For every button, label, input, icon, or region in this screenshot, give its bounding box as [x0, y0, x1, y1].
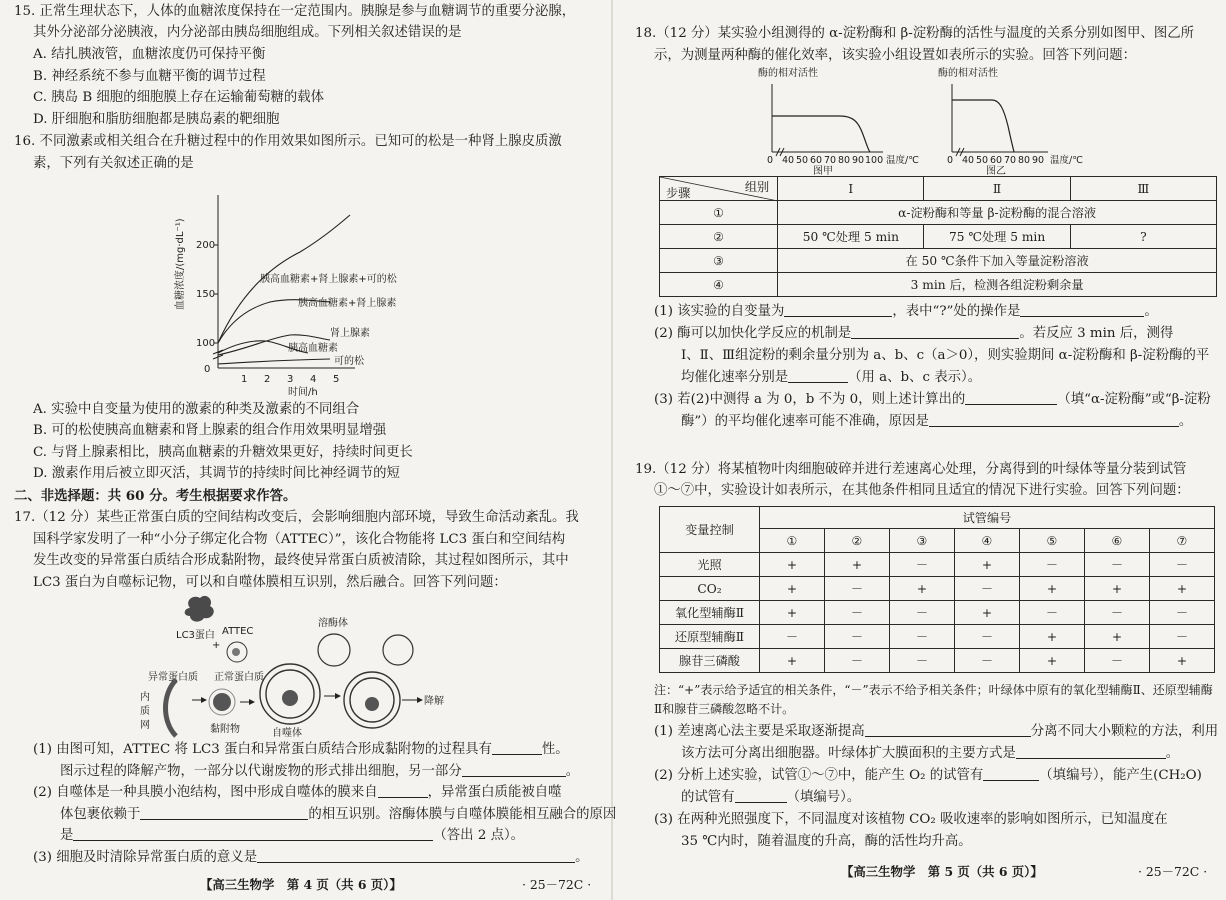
t18-group-ii: Ⅱ — [924, 177, 1070, 201]
q15-option-a: A. 结扎胰液管，血糖浓度仍可保持平衡 — [33, 47, 266, 62]
t19-cell: － — [890, 625, 955, 649]
graph16-xtick-3: 3 — [287, 374, 294, 385]
t19-cell: + — [1150, 577, 1215, 601]
q17-stem-line4: LC3 蛋白为自噬标记物，可以和自噬体膜相互识别，然后融合。回答下列问题： — [33, 575, 507, 590]
q19-part2-line1 — [654, 766, 1202, 786]
q17-part2-line3 — [60, 826, 524, 846]
t19-cell: + — [825, 553, 890, 577]
t18-row-3 — [660, 249, 1217, 273]
q16-option-b: B. 可的松使胰高血糖素和肾上腺素的组合作用效果明显增强 — [33, 423, 387, 438]
attec-core — [232, 648, 240, 656]
q18-blank-2[interactable] — [1020, 303, 1144, 317]
t18-row1-content: α-淀粉酶和等量 β-淀粉酶的混合溶液 — [778, 201, 1217, 225]
yi-tick-50: 50 — [976, 155, 989, 166]
q19-part3-line1: (3) 在两种光照强度下，不同温度对该植物 CO₂ 吸收速率的影响如图所示，已知温度在 — [654, 812, 1168, 827]
t18-header-step: 步骤 — [666, 186, 691, 200]
t19-cell: － — [1085, 601, 1150, 625]
t19-cell: － — [825, 649, 890, 673]
t19-cell: － — [890, 553, 955, 577]
t18-group-i: Ⅰ — [778, 177, 924, 201]
q19-p1b: 该方法可分离出细胞器。叶绿体扩大膜面积的主要方式是 — [681, 746, 1016, 761]
jia-tick-50: 50 — [796, 155, 809, 166]
q18-p3b: 酶”）的平均催化速率可能不准确，原因是 — [681, 414, 929, 429]
t19-cell: － — [760, 625, 825, 649]
q15-stem-line2: 其外分泌部分泌胰液，内分泌部由胰岛细胞组成。下列相关叙述错误的是 — [33, 25, 462, 40]
t18-step-4: ④ — [660, 273, 778, 297]
t18-group-iii: Ⅲ — [1070, 177, 1216, 201]
t19-header-row — [660, 507, 1215, 529]
q19-p2a: (2) 分析上述实验，试管①～⑦中，能产生 O₂ 的试管有 — [654, 768, 984, 783]
t19-cell: － — [1020, 601, 1085, 625]
q17-p2c-end: （答出 2 点）。 — [433, 828, 525, 843]
graph16-xtick-5: 5 — [333, 374, 340, 385]
t18-step-2: ② — [660, 225, 778, 249]
q18-p2c-end: （用 a、b、c 表示）。 — [848, 370, 982, 385]
adhesion-label: 黏附物 — [210, 724, 240, 735]
q17-blank-2[interactable] — [462, 763, 566, 777]
jia-ylabel: 酶的相对活性 — [758, 68, 818, 79]
t18-row3-content: 在 50 ℃条件下加入等量淀粉溶液 — [778, 249, 1217, 273]
yi-tick-70: 70 — [1004, 155, 1017, 166]
curve-cortisone — [218, 359, 330, 364]
q18-p3a: (3) 若(2)中测得 a 为 0，b 不为 0，则上述计算出的 — [654, 392, 966, 407]
t18-header-group: 组别 — [744, 180, 770, 194]
t19-row-co2 — [660, 577, 1215, 601]
yi-activity-curve — [952, 100, 1014, 152]
jia-xlabel: 温度/℃ — [886, 155, 919, 166]
t19-cell: － — [890, 649, 955, 673]
fig-jia-alpha-amylase — [758, 64, 933, 177]
attec-label: ATTEC — [222, 626, 254, 637]
yi-tick-90: 90 — [1032, 155, 1045, 166]
q16-stem-line1: 16. 不同激素或相关组合在升糖过程中的作用效果如图所示。已知可的松是一种肾上腺皮质激 — [14, 134, 562, 149]
jia-tick-100: 100 — [865, 155, 884, 166]
q18-p1-end: 。 — [1144, 304, 1158, 319]
q18-p2a: (2) 酶可以加快化学反应的机制是 — [654, 326, 852, 341]
q17-blank-1[interactable] — [492, 741, 542, 755]
q16-option-c: C. 与肾上腺素相比，胰高血糖素的升糖效果更好，持续时间更长 — [33, 445, 413, 460]
graph16-xtick-2: 2 — [264, 374, 271, 385]
t19-cell: + — [1085, 577, 1150, 601]
lc3-protein-blob — [185, 596, 214, 622]
q15-stem-line1: 15. 正常生理状态下，人体的血糖浓度保持在一定范围内。胰腺是参与血糖调节的重要分泌腺， — [14, 4, 576, 19]
q17-stem-line1: 17.（12 分）某些正常蛋白质的空间结构改变后，会影响细胞内部环境，导致生命活动紊乱。我 — [14, 510, 579, 525]
t19-cell: + — [1020, 649, 1085, 673]
q17-p1b: 图示过程的降解产物，一部分以代谢废物的形式排出细胞，另一部分 — [60, 764, 462, 779]
t19-row-label: 氧化型辅酶Ⅱ — [660, 601, 760, 625]
q17-stem-line3: 发生改变的异常蛋白质结合形成黏附物，最终使异常蛋白质被清除，其过程如图所示，其中 — [33, 553, 569, 568]
yi-xlabel: 温度/℃ — [1050, 155, 1083, 166]
jia-tick-80: 80 — [838, 155, 851, 166]
q19-p1a-end: 分离不同大小颗粒的方法，利用 — [1030, 724, 1219, 739]
q17-attec-degradation-figure — [140, 590, 470, 738]
q19-stem-line2: ①～⑦中，实验设计如表所示，在其他条件相同且适宜的情况下进行实验。回答下列问题： — [654, 483, 1190, 498]
fig-yi-beta-amylase — [938, 64, 1098, 177]
t18-row-2 — [660, 225, 1217, 249]
q17-p1a-end: 性。 — [541, 742, 569, 757]
graph16-xlabel: 时间/h — [288, 387, 318, 398]
q18-part2-line3 — [681, 368, 981, 388]
t19-row-nadph — [660, 625, 1215, 649]
q17-p2a-mid: ，异常蛋白质能被自噬 — [427, 785, 562, 800]
q17-blank-3[interactable] — [378, 784, 428, 798]
q19-blank-2[interactable] — [1016, 745, 1166, 759]
q17-part3 — [33, 848, 588, 868]
footer-page-5-code: · 25－72C · — [1138, 864, 1208, 879]
autophagosome-label: 自噬体 — [272, 728, 302, 739]
q17-p2b-end: 的相互识别。溶酶体膜与自噬体膜能相互融合的原因 — [308, 807, 617, 822]
q19-blank-4[interactable] — [735, 789, 787, 803]
t19-cell: － — [1020, 553, 1085, 577]
q17-part2-line1 — [33, 783, 562, 803]
q17-p3: (3) 细胞及时清除异常蛋白质的意义是 — [33, 850, 258, 865]
q18-blank-1[interactable] — [784, 303, 892, 317]
t19-cell: － — [955, 649, 1020, 673]
autophagosome-cargo — [282, 690, 298, 706]
t19-cell: + — [1085, 625, 1150, 649]
jia-tick-40: 40 — [782, 155, 795, 166]
t19-cell: － — [825, 601, 890, 625]
label-triple-combination: 胰高血糖素+肾上腺素+可的松 — [260, 274, 397, 285]
q19-experiment-table — [659, 506, 1215, 673]
t19-cell: － — [1150, 625, 1215, 649]
t19-tube-4: ④ — [955, 529, 1020, 553]
t19-cell: + — [760, 649, 825, 673]
q17-p2b: 体包裹依赖于 — [60, 807, 141, 822]
q18-stem-line1: 18.（12 分）某实验小组测得的 α-淀粉酶和 β-淀粉酶的活性与温度的关系分别如图甲、图乙所 — [635, 26, 1194, 41]
yi-tick-60: 60 — [990, 155, 1003, 166]
t19-row-label: 光照 — [660, 553, 760, 577]
q18-part2-line1 — [654, 324, 1173, 344]
graph16-xtick-1: 1 — [241, 374, 248, 385]
q17-p1b-end: 。 — [565, 764, 580, 779]
t19-row-label: 还原型辅酶Ⅱ — [660, 625, 760, 649]
lc3-label: LC3蛋白 — [176, 630, 215, 641]
q17-stem-line2: 国科学家发明了一种“小分子绑定化合物（ATTEC）”，该化合物能将 LC3 蛋白和空间结构 — [33, 532, 566, 547]
q18-blank-5[interactable] — [965, 391, 1057, 405]
q18-part3-line2 — [681, 412, 1192, 432]
abnormal-protein-label: 异常蛋白质 — [148, 672, 198, 683]
t18-row2-group1: 50 ℃处理 5 min — [778, 225, 924, 249]
q17-blank-6[interactable] — [257, 849, 575, 863]
t19-tube-2: ② — [825, 529, 890, 553]
jia-origin: 0 — [767, 155, 774, 166]
q19-note-line2: Ⅱ和腺苷三磷酸忽略不计。 — [654, 702, 795, 716]
t19-row-label: 腺苷三磷酸 — [660, 649, 760, 673]
t19-cell: + — [1020, 577, 1085, 601]
q19-p2b: 的试管有 — [681, 790, 735, 805]
q19-stem-line1: 19.（12 分）将某植物叶肉细胞破碎并进行差速离心处理，分离得到的叶绿体等量分装到试管 — [635, 462, 1187, 477]
t19-cell: + — [955, 601, 1020, 625]
yi-tick-80: 80 — [1018, 155, 1031, 166]
t18-row4-content: 3 min 后，检测各组淀粉剩余量 — [778, 273, 1217, 297]
graph16-ytick-200: 200 — [196, 240, 216, 251]
q17-part2-line2 — [60, 805, 616, 825]
footer-page-5-title: 【高三生物学 第 5 页（共 6 页）】 — [841, 864, 1043, 879]
lysosome-label: 溶酶体 — [318, 618, 348, 629]
q17-p1a: (1) 由图可知，ATTEC 将 LC3 蛋白和异常蛋白质结合形成黏附物的过程具有 — [33, 742, 492, 757]
t18-row-4 — [660, 273, 1217, 297]
normal-protein-label: 正常蛋白质 — [214, 672, 264, 683]
graph16-ytick-100: 100 — [196, 338, 216, 349]
q18-p2a-end: 。若反应 3 min 后，测得 — [1019, 326, 1174, 341]
q18-p2c: 均催化速率分别是 — [681, 370, 789, 385]
section-2-heading: 二、非选择题：共 60 分。考生根据要求作答。 — [14, 488, 297, 504]
q17-blank-4[interactable] — [140, 806, 308, 820]
t18-corner-cell — [660, 177, 778, 201]
label-glucagon-epinephrine: 胰高血糖素+肾上腺素 — [298, 298, 397, 309]
q17-blank-5[interactable] — [73, 827, 433, 841]
label-epinephrine: 肾上腺素 — [330, 328, 370, 339]
jia-activity-curve — [772, 116, 870, 152]
q18-p1-mid: ，表中“?”处的操作是 — [892, 304, 1021, 319]
degraded-vesicle — [383, 635, 413, 665]
q18-blank-4[interactable] — [788, 369, 848, 383]
label-glucagon: 胰高血糖素 — [288, 343, 338, 354]
q19-blank-1[interactable] — [865, 723, 1031, 737]
jia-caption: 图甲 — [813, 166, 833, 177]
q19-blank-3[interactable] — [983, 767, 1039, 781]
q16-blood-glucose-graph — [175, 190, 430, 398]
t19-tube-7: ⑦ — [1150, 529, 1215, 553]
footer-page-4-code: · 25－72C · — [522, 877, 592, 892]
q18-p3a-end: （填“α-淀粉酶”或“β-淀粉 — [1057, 392, 1211, 407]
q18-blank-3[interactable] — [851, 325, 1019, 339]
t19-cell: － — [955, 625, 1020, 649]
t19-cell: + — [760, 601, 825, 625]
t19-row-label: CO₂ — [660, 577, 760, 601]
jia-tick-90: 90 — [852, 155, 865, 166]
lysosome — [318, 634, 350, 666]
t19-cell: － — [1085, 553, 1150, 577]
t19-row-nadp — [660, 601, 1215, 625]
q19-p2b-end: （填编号）。 — [786, 790, 861, 805]
q16-stem-line2: 素，下列有关叙述正确的是 — [33, 156, 194, 171]
degradation-label: 降解 — [424, 696, 444, 707]
t19-cell: + — [1020, 625, 1085, 649]
t19-cell: + — [1150, 649, 1215, 673]
t19-cell: + — [760, 553, 825, 577]
graph16-ylabel: 血糖浓度/(mg·dL⁻¹) — [175, 218, 186, 310]
t19-row-atp — [660, 649, 1215, 673]
autolysosome-cargo — [365, 697, 379, 711]
t19-tube-5: ⑤ — [1020, 529, 1085, 553]
q19-part2-line2 — [681, 788, 860, 808]
t19-row-light — [660, 553, 1215, 577]
q18-experiment-table — [659, 176, 1217, 297]
q16-option-a: A. 实验中自变量为使用的激素的种类及激素的不同组合 — [33, 402, 360, 417]
q18-blank-6[interactable] — [929, 413, 1179, 427]
t19-cell: － — [1150, 601, 1215, 625]
yi-caption: 图乙 — [986, 166, 1006, 177]
t18-row2-group3: ? — [1070, 225, 1216, 249]
q19-p1a: (1) 差速离心法主要是采取逐渐提高 — [654, 724, 865, 739]
adhesion-complex — [213, 693, 231, 711]
q18-p3b-end: 。 — [1178, 414, 1193, 429]
q19-note-line1: 注：“+”表示给予适宜的相关条件，“－”表示不给予相关条件；叶绿体中原有的氧化型辅酶Ⅱ、还原型辅酶 — [654, 683, 1213, 697]
t19-tube-6: ⑥ — [1085, 529, 1150, 553]
q17-p2c: 是 — [60, 828, 74, 843]
t19-cell: － — [825, 625, 890, 649]
er-label-1: 内 — [140, 692, 150, 703]
t18-step-3: ③ — [660, 249, 778, 273]
q18-part2-line2: Ⅰ、Ⅱ、Ⅲ组淀粉的剩余量分别为 a、b、c（a＞0），则实验期间 α-淀粉酶和 β-淀粉酶的平 — [681, 348, 1210, 363]
q19-p2a-end: （填编号），能产生(CH₂O) — [1039, 768, 1202, 783]
jia-tick-60: 60 — [810, 155, 823, 166]
er-label-3: 网 — [140, 720, 150, 731]
t18-header-row — [660, 177, 1217, 201]
graph16-ytick-0: 0 — [204, 364, 211, 375]
q19-part3-line2: 35 ℃内时，随着温度的升高，酶的活性均升高。 — [681, 834, 972, 849]
t18-row-1 — [660, 201, 1217, 225]
q17-p2a: (2) 自噬体是一种具膜小泡结构，图中形成自噬体的膜来自 — [33, 785, 378, 800]
t19-cell: － — [825, 577, 890, 601]
er-membrane — [166, 680, 177, 736]
t19-cell: － — [1150, 553, 1215, 577]
t18-step-1: ① — [660, 201, 778, 225]
q18-p1: (1) 该实验的自变量为 — [654, 304, 785, 319]
yi-ylabel: 酶的相对活性 — [938, 68, 998, 79]
q18-part1 — [654, 302, 1158, 322]
q17-part1-line2 — [60, 762, 579, 782]
q15-option-b: B. 神经系统不参与血糖平衡的调节过程 — [33, 69, 266, 84]
yi-origin: 0 — [947, 155, 954, 166]
q15-option-c: C. 胰岛 B 细胞的细胞膜上存在运输葡萄糖的载体 — [33, 90, 325, 105]
t18-row2-group2: 75 ℃处理 5 min — [924, 225, 1070, 249]
t19-tube-1: ① — [760, 529, 825, 553]
t19-tube-3: ③ — [890, 529, 955, 553]
q19-part1-line2 — [681, 744, 1179, 764]
q17-p3-end: 。 — [575, 850, 589, 865]
t19-cell: － — [955, 577, 1020, 601]
label-cortisone: 可的松 — [334, 356, 364, 367]
q18-part3-line1 — [654, 390, 1211, 410]
plus-sign: + — [212, 640, 221, 651]
t19-cell: － — [1085, 649, 1150, 673]
footer-page-4-title: 【高三生物学 第 4 页（共 6 页）】 — [200, 877, 402, 892]
t19-col0-header: 变量控制 — [660, 507, 760, 553]
t19-cell: － — [890, 601, 955, 625]
graph16-xtick-4: 4 — [310, 374, 317, 385]
t19-cell: + — [955, 553, 1020, 577]
jia-tick-70: 70 — [824, 155, 837, 166]
q19-p1b-end: 。 — [1165, 746, 1180, 761]
er-label-2: 质 — [140, 706, 150, 717]
t19-cell: + — [890, 577, 955, 601]
q19-part1-line1 — [654, 722, 1218, 742]
t19-tube-header: 试管编号 — [760, 507, 1215, 529]
page-5 — [613, 0, 1226, 900]
graph16-ytick-150: 150 — [196, 289, 216, 300]
yi-tick-40: 40 — [962, 155, 975, 166]
q16-option-d: D. 激素作用后被立即灭活，其调节的持续时间比神经调节的短 — [33, 466, 400, 481]
q17-part1-line1 — [33, 740, 569, 760]
q15-option-d: D. 肝细胞和脂肪细胞都是胰岛素的靶细胞 — [33, 112, 280, 127]
q18-stem-line2: 示，为测量两种酶的催化效率，该实验小组设置如表所示的实验。回答下列问题： — [654, 48, 1137, 63]
t19-cell: + — [760, 577, 825, 601]
